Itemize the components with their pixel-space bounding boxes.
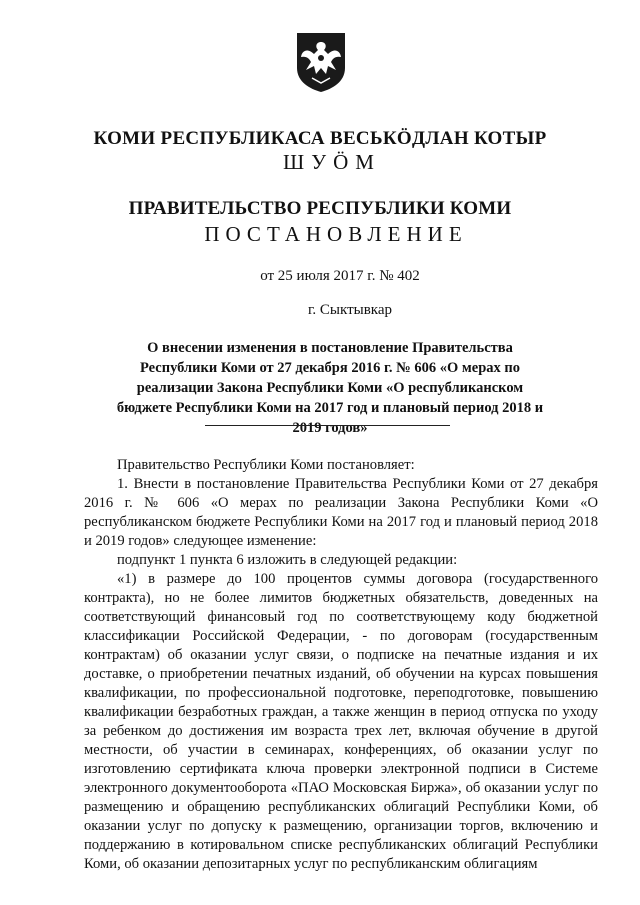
body-paragraph: подпункт 1 пункта 6 изложить в следующей редакции:: [117, 552, 458, 568]
body-paragraph: «1) в размере до 100 процентов суммы договора (государственного контракта), но не более лимитов бюджетных обязательств, доведенных на соответствующий финансовый год по соответствующему коду бюджетной классификации Российской Федерации, - по договорам (государственным контрактам) об оказании услуг связи, о подписке на печатные издания и их доставке, о приобретении печатных изданий, об обучении на курсах повышения квалификации, по профессиональной подготовке, переподготовке, повышению квалификации безработных граждан, а также женщин в период отпуска по уходу за ребенком до достижения им возраста трех лет, включая обучение в другой местности, об участии в семинарах, конференциях, об оказании услуг по изготовлению сертификата ключа проверки электронной подписи в Системе электронного документооборота «ПАО Московская Биржа», об оказании услуг по размещению и обращению республиканских облигаций Республики Коми, об оказании услуг по допуску к размещению, организации торгов, включению и поддержанию в котировальном списке республиканских облигаций Республики Коми, об оказании депозитарных услуг по республиканским облигациям: [84, 571, 598, 872]
document-date-number: от 25 июля 2017 г. № 402: [260, 268, 420, 284]
document-subject: О внесении изменения в постановление Правительства Республики Коми от 27 декабря 2016 г. № 606 «О мерах по реализации Закона Республики Коми «О республиканском бюджете Республики Коми на 2017 год и плановый период 2018 и 2019 годов»: [116, 340, 544, 436]
divider-line: [205, 425, 450, 426]
document-city: г. Сыктывкар: [307, 302, 393, 318]
ru-header-subtitle: ПОСТАНОВЛЕНИЕ: [204, 222, 468, 246]
komi-header-subtitle: ШУӦМ: [283, 150, 381, 174]
komi-header-title: КОМИ РЕСПУБЛИКАСА ВЕСЬКӦДЛАН КОТЫР: [93, 128, 547, 149]
coat-of-arms-emblem: [294, 30, 348, 94]
body-paragraph: 1. Внести в постановление Правительства Республики Коми от 27 декабря 2016 г. № 606 «О мерах по реализации Закона Республики Коми «О республиканском бюджете Республики Коми на 2017 год и плановый период 2018 и 2019 годов» следующее изменение:: [84, 476, 598, 549]
ru-header-title: ПРАВИТЕЛЬСТВО РЕСПУБЛИКИ КОМИ: [128, 198, 512, 219]
body-paragraph: Правительство Республики Коми постановляет:: [117, 457, 415, 473]
document-body: [84, 456, 598, 874]
